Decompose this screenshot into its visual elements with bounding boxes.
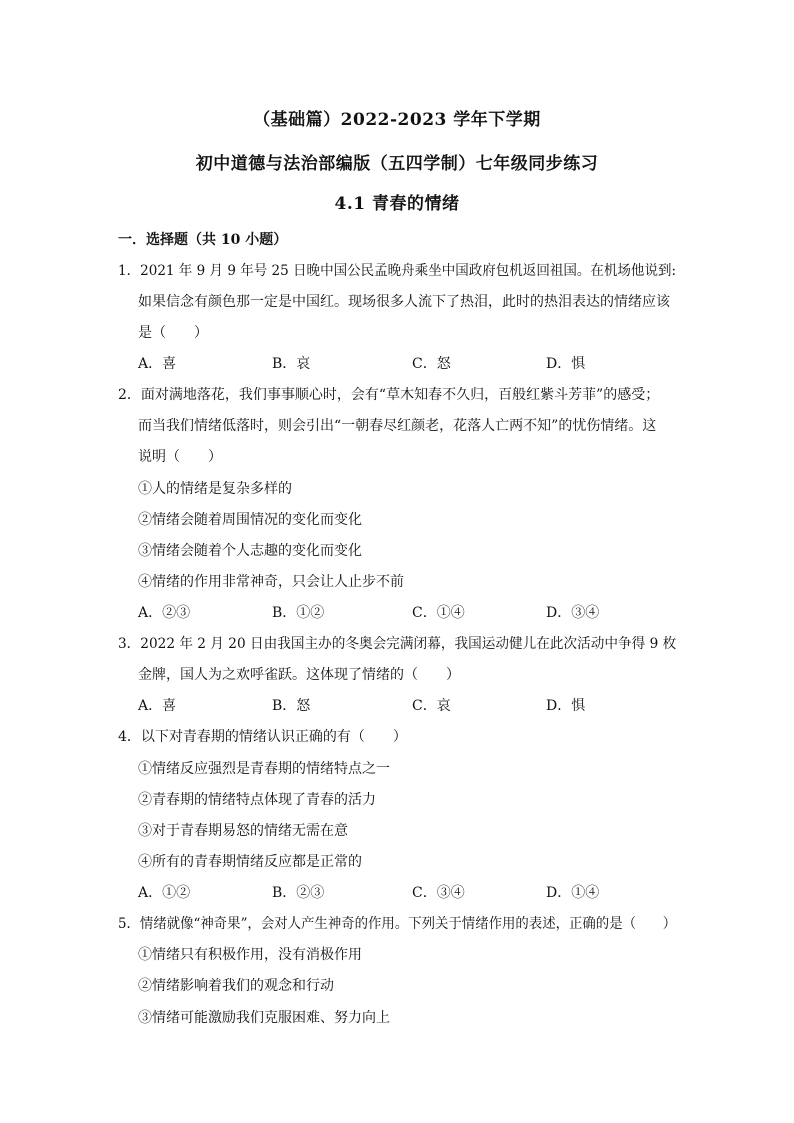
question-1-line-3: 是（ ） [138, 325, 208, 341]
question-4-option-b: B．②③ [272, 885, 325, 901]
question-4-item-2: ②青春期的情绪特点体现了青春的活力 [138, 792, 376, 808]
question-3-option-c: C．哀 [412, 698, 451, 714]
question-1-option-a: A．喜 [138, 356, 177, 372]
question-4-item-3: ③对于青春期易怒的情绪无需在意 [138, 823, 348, 839]
question-1-line-1: 1．2021 年 9 月 9 年号 25 日晚中国公民孟晚舟乘坐中国政府包机返回祖国。在机场他说到: [118, 263, 677, 279]
document-title: （基础篇）2022-2023 学年下学期 [253, 110, 541, 130]
question-3-option-b: B．怒 [272, 698, 311, 714]
question-5-line-1: 5．情绪就像“神奇果”，会对人产生神奇的作用。下列关于情绪作用的表述，正确的是（ ） [118, 916, 677, 932]
section-heading: 一．选择题（共 10 小题） [118, 232, 288, 248]
document-subtitle: 初中道德与法治部编版（五四学制）七年级同步练习 [195, 154, 599, 174]
question-2-item-2: ②情绪会随着周围情况的变化而变化 [138, 512, 362, 528]
question-4-option-c: C．③④ [412, 885, 465, 901]
question-1-option-b: B．哀 [272, 356, 311, 372]
question-2-option-d: D．③④ [546, 605, 600, 621]
question-2-line-1: 2．面对满地落花，我们事事顺心时，会有“草木知春不久归，百般红紫斗芳菲”的感受； [118, 387, 660, 403]
question-3-option-a: A．喜 [138, 698, 177, 714]
question-4-option-a: A．①② [138, 885, 191, 901]
question-1-line-2: 如果信念有颜色那一定是中国红。现场很多人流下了热泪，此时的热泪表达的情绪应该 [138, 294, 670, 310]
question-3-line-2: 金牌，国人为之欢呼雀跃。这体现了情绪的（ ） [138, 667, 460, 683]
question-2-line-2: 而当我们情绪低落时，则会引出“一朝春尽红颜老，花落人亡两不知”的忧伤情绪。这 [138, 418, 657, 434]
question-4-item-1: ①情绪反应强烈是青春期的情绪特点之一 [138, 761, 390, 777]
question-4-line-1: 4．以下对青春期的情绪认识正确的有（ ） [118, 729, 407, 745]
question-2-item-3: ③情绪会随着个人志趣的变化而变化 [138, 543, 362, 559]
question-2-option-c: C．①④ [412, 605, 465, 621]
question-5-item-1: ①情绪只有积极作用，没有消极作用 [138, 947, 362, 963]
question-5-item-3: ③情绪可能激励我们克服困难、努力向上 [138, 1010, 390, 1026]
question-4-option-d: D．①④ [546, 885, 600, 901]
lesson-title: 4.1 青春的情绪 [334, 194, 460, 214]
question-1-option-c: C．怒 [412, 356, 451, 372]
question-2-item-4: ④情绪的作用非常神奇，只会让人止步不前 [138, 574, 404, 590]
question-2-item-1: ①人的情绪是复杂多样的 [138, 481, 292, 497]
question-4-item-4: ④所有的青春期情绪反应都是正常的 [138, 854, 362, 870]
question-2-option-a: A．②③ [138, 605, 191, 621]
question-3-line-1: 3．2022 年 2 月 20 日由我国主办的冬奥会完满闭幕，我国运动健儿在此次活动中争得 9 枚 [118, 636, 677, 652]
question-3-option-d: D．惧 [546, 698, 586, 714]
question-1-option-d: D．惧 [546, 356, 586, 372]
question-2-line-3: 说明（ ） [138, 449, 222, 465]
question-2-option-b: B．①② [272, 605, 325, 621]
question-5-item-2: ②情绪影响着我们的观念和行动 [138, 978, 334, 994]
